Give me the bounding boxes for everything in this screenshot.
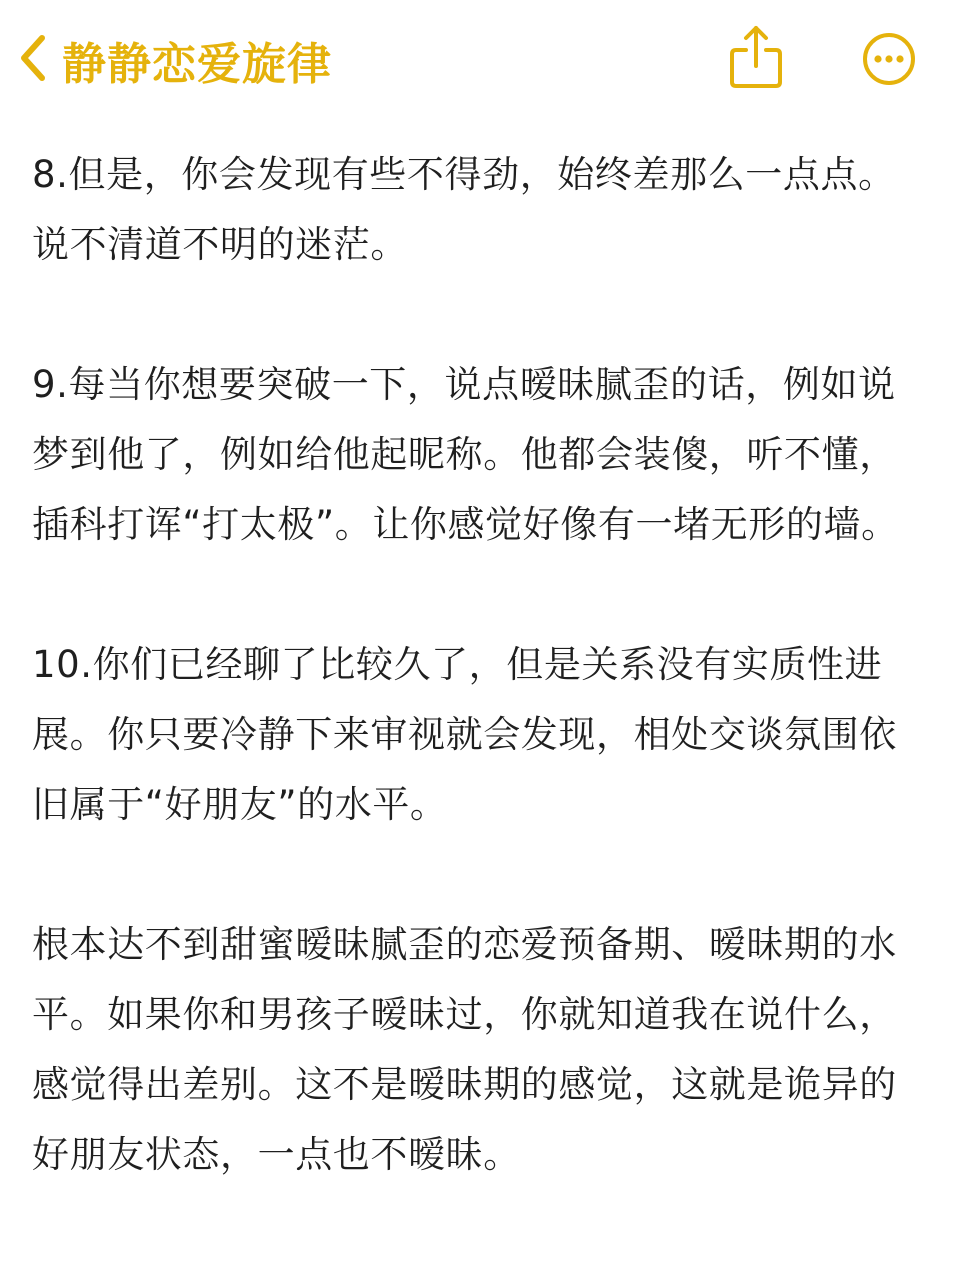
share-icon [728, 75, 784, 94]
note-body [32, 140, 932, 1190]
more-button[interactable] [862, 32, 916, 86]
paragraph-10: 10.你们已经聊了比较久了，但是关系没有实质性进展。你只要冷静下来审视就会发现，相处交谈氛围依旧属于“好朋友”的水平。 [32, 643, 897, 826]
more-icon [862, 71, 916, 90]
chevron-left-icon [18, 34, 48, 86]
paragraph-9: 9.每当你想要突破一下，说点暧昧腻歪的话，例如说梦到他了，例如给他起昵称。他都会装傻，听不懂，插科打诨“打太极”。让你感觉好像有一堵无形的墙。 [32, 363, 899, 546]
paragraph-conclusion: 根本达不到甜蜜暧昧腻歪的恋爱预备期、暧昧期的水平。如果你和男孩子暧昧过，你就知道我在说什么，感觉得出差别。这不是暧昧期的感觉，这就是诡异的好朋友状态，一点也不暧昧。 [32, 923, 897, 1176]
back-button[interactable] [18, 28, 332, 92]
paragraph-8: 8.但是，你会发现有些不得劲，始终差那么一点点。说不清道不明的迷茫。 [32, 153, 896, 266]
back-label: 静静恋爱旋律 [62, 39, 332, 90]
navigation-bar [0, 0, 960, 120]
share-button[interactable] [728, 24, 784, 90]
